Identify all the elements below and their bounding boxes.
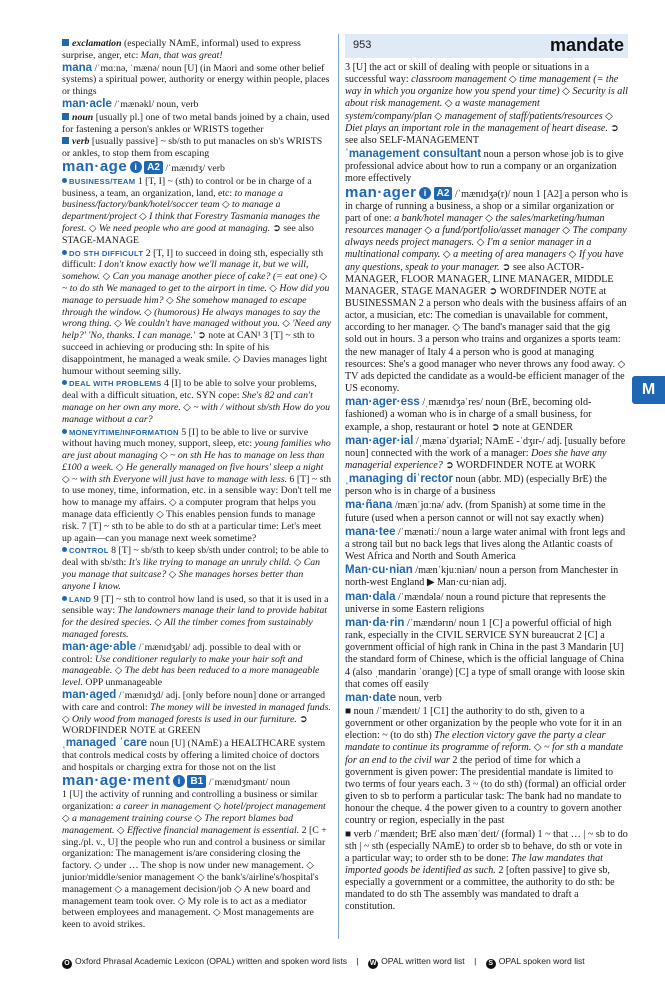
definition-text: /ˈmɑːnə, ˈmænə/ noun [U] (in Maori and some other belief systems) a spiritual power, authority or energy within people, places or things	[62, 62, 330, 98]
definition-text: /ˈmændələ/ noun a round picture that represents the universe in some Eastern religions	[345, 591, 606, 615]
dictionary-entry	[345, 526, 628, 563]
page-number: 953	[353, 39, 372, 51]
part-of-speech: noun	[72, 111, 94, 123]
dictionary-entry	[62, 38, 332, 62]
opal-spoken-icon: S	[486, 959, 496, 969]
cefr-level-badge: A2	[434, 187, 453, 200]
cross-reference: 2 [C + sing./pl. v., U] the people who run and control a business or similar organization: The management is/are considering closing the factory. ◇ under … The shop is now under new management. ◇ junior/middle/senior management ◇ the bank's/airline's/hospital's management ◇ a management decision/job ◇ A new board and management team took over. ◇ My role is to act as a mediator between employees and management. ◇ Most managements are keen to avoid strikes.	[62, 824, 327, 931]
example-text: The landowners manage their land to provide habitat for the desired species. ◇ All the timber comes from sustainably managed forests.	[62, 605, 327, 641]
dictionary-entry	[62, 771, 332, 789]
bullet-square-icon	[62, 113, 69, 120]
footer-opal-spoken: OPAL spoken word list	[498, 956, 585, 966]
dictionary-entry	[345, 829, 628, 914]
cross-reference: 2 the period of time for which a government is given power: The presidential mandate is limited to two terms of four years each. 3 ~ (to do sth) (formal) an official order given to sb to perform a particular task: The bank had no mandate to honour the cheque. 4 the power given to a country to govern another country or region, especially in the past	[345, 754, 626, 827]
definition-text: noun [U] (NAmE) a HEALTHCARE system that controls medical costs by offering a limited choice of doctors and hospitals or charging extra for those not on the list	[62, 738, 326, 773]
example-text: Man, that was great!	[140, 49, 223, 61]
headword[interactable]: man·date	[345, 691, 397, 704]
right-column	[345, 62, 628, 915]
headword[interactable]: man·age·ment	[62, 771, 171, 789]
pronunciation-text: /ˈmænɪdʒmənt/ noun	[208, 776, 291, 788]
cefr-level-badge: B1	[187, 775, 206, 788]
cross-reference: ➲ see also ACTOR-MANAGER, FLOOR MANAGER, LINE MANAGER, MIDDLE MANAGER, STAGE MANAGER ➲ WORDFINDER NOTE at BUSINESSMAN 2 a person who deals with the business affairs of an actor, a musician, etc: The comedian is unavailable for comment, according to her manager. ◇ The band's manager said that the gig sold out in hours. 3 a person who trains and organizes a sports team: the new manager of Italy 4 a person who is good at managing resources: She's a good manager who never throws any food away. ◇ TV ads depicted the candidate as a would-be efficient manager of the US economy.	[345, 261, 627, 395]
example-text: The election victory gave the party a clear mandate to continue its programme of reform. ◇ ~ for sth a mandate for an end to the civil war	[345, 730, 623, 766]
cross-reference: ➲ note at CAN¹ 3 [T] ~ sth to succeed in achieving or producing sth: In spite of his disappointment, he managed a weak smile. ◇ Davies manages light humour without seeming silly.	[62, 330, 328, 377]
part-of-speech: exclamation	[72, 38, 122, 49]
pronunciation-text: /ˈmænɪdʒ/ verb	[165, 162, 225, 174]
headword[interactable]: man·aged	[62, 689, 117, 702]
definition-text: /ˌmænəˈdʒɪəriəl; NAmE -ˈdʒɪr-/ adj. [usually before noun] connected with the work of a manager:	[345, 435, 626, 459]
dictionary-entry	[62, 427, 332, 545]
definition-text: 3 [U] the act or skill of dealing with people or situations in a successful way:	[345, 62, 590, 86]
sense-label: CONTROL	[69, 546, 109, 556]
definition-text: /ˈmænɪdʒəbl/ adj. possible to deal with or control:	[62, 641, 302, 665]
running-head: mandate	[549, 35, 624, 55]
pronunciation-text: /ˈmænɪdʒə(r)/ noun 1 [A2] a person who is in charge of running a business, a shop or a similar organization or part of one:	[345, 188, 628, 224]
example-text: It's like trying to manage an unruly child. ◇ Can you manage that suitcase? ◇ She manages horses better than anyone I know.	[62, 557, 321, 592]
headword[interactable]: Man·cu·nian	[345, 564, 413, 577]
definition-text: ■ noun /ˈmændeɪt/ 1 [C1] the authority to do sth, given to a government or other organization by the people who vote for it in an election: ~ (to do sth)	[345, 705, 622, 742]
dictionary-entry	[62, 112, 332, 136]
example-text: a career in management ◇ hotel/project management ◇ a management training course ◇ The report blames bad management. ◇ Effective financial management is essential.	[62, 801, 326, 836]
headword[interactable]: man·ager·ial	[345, 434, 414, 447]
headword[interactable]: ma·ñana	[345, 499, 393, 512]
bullet-square-icon	[62, 39, 69, 46]
dictionary-entry	[62, 690, 332, 737]
cross-reference: OPP unmanageable	[85, 677, 163, 689]
cross-reference: 6 [T] ~ sth to use money, time, information, etc. in a sensible way: Don't tell me how to manage my affairs. ◇ a computer program that helps you manage data efficiently ◇ This enables pension funds to manage risk. 7 [T] ~ sth to be able to do sth at a particular time: Let's meet up again—can you manage next week sometime?	[62, 473, 332, 544]
headword[interactable]: man·dala	[345, 590, 396, 603]
dictionary-entry	[62, 248, 332, 378]
sense-label: DO STH DIFFICULT	[69, 248, 144, 258]
dictionary-entry	[62, 63, 332, 98]
example-text: young families who are just about managing ◇ ~ on sth He has to manage on less than £100 a week. ◇ He generally managed on five hours' sleep a night ◇ ~ with sth Everyone will just have to manage with less.	[62, 438, 331, 485]
dictionary-entry	[62, 642, 332, 689]
sense-label: DEAL WITH PROBLEMS	[69, 379, 162, 389]
definition-text: /mænˈkjuːniən/ noun a person from Manchester in north-west England ▶ Man·cu·nian adj.	[345, 565, 619, 589]
headword[interactable]: man·acle	[62, 97, 112, 110]
sense-label: LAND	[69, 594, 92, 604]
cross-reference: ➲ see also SELF-MANAGEMENT	[345, 122, 619, 146]
cefr-level-badge: A2	[144, 161, 163, 174]
definition-text: /ˈmændərɪn/ noun 1 [C] a powerful official of high rank, especially in the CIVIL SERVICE SYN bureaucrat 2 [C] a government official of high rank in China in the past 3 Mandarin [U] the standard form of Chinese, which is the official language of China 4 (also ˌmandarin ˈorange) [C] a type of small orange with loose skin that comes off easily	[345, 617, 625, 690]
dictionary-entry	[62, 378, 332, 425]
sense-label: MONEY/TIME/INFORMATION	[69, 427, 179, 437]
sense-bullet-icon	[62, 178, 67, 183]
headword[interactable]: ˈmanagement consultant	[345, 148, 482, 161]
definition-text: 4 [I] to be able to solve your problems, deal with a difficult situation, etc. SYN cope:	[62, 378, 317, 402]
definition-text: noun a person whose job is to give professional advice about how to run a company or an organization more effectively	[345, 149, 624, 185]
cross-reference: 2 [often passive] to give sb, especially a government or a committee, the authority to do sth: be mandated to do sth The assembly was mandated to draft a constitution.	[345, 865, 615, 913]
headword[interactable]: man·ager·ess	[345, 396, 420, 409]
headword[interactable]: ˌmanaging diˈrector	[345, 473, 453, 486]
example-text: Use conditioner regularly to make your hair soft and manageable. ◇ The debt has been reduced to a more manageable level.	[62, 653, 320, 689]
dictionary-entry	[62, 99, 332, 111]
cross-reference: ➲ see also STAGE-MANAGE	[62, 222, 314, 246]
dictionary-entry	[345, 396, 628, 433]
dictionary-entry	[345, 473, 628, 498]
headword[interactable]: man·age·able	[62, 640, 137, 653]
example-text: a bank/hotel manager ◇ the sales/marketing/human resources manager ◇ a fund/portfolio/asset manager ◇ The company always needs project managers. ◇ I'm a senior manager in a multinational company. ◇ a meeting of area managers ◇ If you have any questions, speak to your manager.	[345, 212, 627, 273]
sense-bullet-icon	[62, 547, 67, 552]
sense-bullet-icon	[62, 596, 67, 601]
headword[interactable]: man·da·rin	[345, 616, 405, 629]
definition-text: (especially NAmE, informal) used to express surprise, anger, etc:	[62, 38, 301, 61]
left-column	[62, 38, 332, 932]
dictionary-entry	[345, 591, 628, 616]
page-header	[345, 34, 628, 58]
definition-text: 9 [T] ~ sth to control how land is used, so that it is used in a sensible way:	[62, 593, 329, 617]
example-text: I don't know exactly how we'll manage it, but we will, somehow. ◇ Can you manage another piece of cake? (= eat one) ◇ ~ to do sth We managed to get to the airport in time. ◇ How did you manage to persuade him? ◇ She somehow managed to escape through the window. ◇ (humorous) He always manages to say the wrong thing. ◇ We couldn't have managed without you. ◇ 'Need any help?' 'No, thanks. I can manage.'	[62, 259, 332, 342]
example-text: Does she have any managerial experience?	[345, 447, 607, 471]
dictionary-entry	[62, 545, 332, 592]
opal-icon: i	[130, 161, 142, 173]
sense-bullet-icon	[62, 380, 67, 385]
dictionary-entry	[345, 706, 628, 828]
definition-text: /mænˈjɑːnə/ adv. (from Spanish) at some time in the future (used when a person cannot or will not say exactly when)	[345, 500, 606, 524]
column-divider	[338, 34, 339, 939]
bullet-square-icon	[62, 137, 69, 144]
sense-bullet-icon	[62, 250, 67, 255]
dictionary-entry	[62, 789, 332, 931]
definition-text: ■ verb /ˈmændeɪt; BrE also mænˈdeɪt/ (formal) 1 ~ that … | ~ sb to do sth | ~ sth (especially NAmE) to order sb to behave, do sth or vote in a particular way; to order sth to be done:	[345, 828, 628, 864]
definition-text: /ˈmænəkl/ noun, verb	[114, 98, 199, 110]
footer-opal-lists: Oxford Phrasal Academic Lexicon (OPAL) written and spoken word lists	[75, 956, 348, 966]
dictionary-entry	[345, 564, 628, 589]
page-footer: O Oxford Phrasal Academic Lexicon (OPAL) written and spoken word lists | W OPAL written word list | S OPAL spoken word list	[62, 956, 628, 969]
dictionary-entry	[62, 136, 332, 160]
dictionary-entry	[345, 617, 628, 691]
dictionary-entry	[345, 692, 628, 705]
dictionary-entry	[62, 176, 332, 247]
dictionary-entry	[345, 62, 628, 147]
definition-text: 8 [T] ~ sb/sth to keep sb/sth under control; to be able to deal with sb/sth:	[62, 545, 329, 569]
definition-text: 1 [T, I] ~ (sth) to control or be in charge of a business, a team, an organization, land, etc:	[62, 175, 312, 199]
headword[interactable]: mana·tee	[345, 525, 396, 538]
headword[interactable]: ˌmanaged ˈcare	[62, 737, 148, 750]
dictionary-entry	[62, 157, 332, 175]
dictionary-entry	[345, 183, 628, 396]
definition-text: /ˌmænɪdʒəˈres/ noun (BrE, becoming old-fashioned) a woman who is in charge of a small business, for example, a shop, restaurant or hotel ➲ note at GENDER	[345, 397, 592, 433]
definition-text: 5 [I] to be able to live or survive without having much money, support, sleep, etc:	[62, 426, 309, 450]
definition-text: 1 [U] the activity of running and controlling a business or similar organization:	[62, 789, 318, 813]
definition-text: [usually pl.] one of two metal bands joined by a chain, used for fastening a person's ankles or WRISTS together	[62, 111, 330, 135]
cross-reference: ➲ WORDFINDER NOTE at GREEN	[62, 713, 308, 737]
dictionary-entry	[62, 738, 332, 773]
sense-bullet-icon	[62, 429, 67, 434]
example-text: to manage a business/factory/bank/hotel/soccer team ◇ to manage a department/project ◇ I think that Forestry Tasmania manages the forest. ◇ We need people who are good at managing.	[62, 187, 320, 234]
definition-text: noun (abbr. MD) (especially BrE) the person who is in charge of a business	[345, 474, 607, 498]
headword[interactable]: mana	[62, 61, 93, 74]
opal-written-icon: W	[369, 960, 377, 967]
dictionary-entry	[345, 435, 628, 472]
definition-text: noun, verb	[398, 692, 442, 704]
headword[interactable]: man·ager	[345, 183, 417, 201]
opal-icon: i	[173, 775, 185, 787]
headword[interactable]: man·age	[62, 157, 128, 175]
definition-text: 2 [T, I] to succeed in doing sth, especially sth difficult:	[62, 247, 324, 271]
example-text: She's 82 and can't manage on her own any more. ◇ ~ with / without sb/sth How do you manage without a car?	[62, 390, 331, 425]
sense-label: BUSINESS/TEAM	[69, 176, 136, 186]
definition-text: /ˈmænɪdʒd/ adj. [only before noun] done or arranged with care and control:	[62, 690, 325, 713]
opal-icon: i	[419, 187, 431, 199]
definition-text: /ˈmænətiː/ noun a large water animal with front legs and a strong tail but no back legs that lives along the Atlantic coasts of West Africa and North and South America	[345, 526, 626, 563]
dictionary-entry	[345, 499, 628, 524]
definition-text: [usually passive] ~ sb/sth to put manacles on sb's WRISTS or ankles, to stop them from escaping	[62, 136, 323, 160]
example-text: The law mandates that imported goods be identified as such.	[345, 852, 603, 876]
thumb-index-tab[interactable]: M	[632, 376, 665, 404]
footer-opal-written: OPAL written word list	[381, 956, 465, 966]
cross-reference: ➲ WORDFINDER NOTE at WORK	[445, 460, 596, 471]
example-text: The money will be invested in managed funds. ◇ Only wood from managed forests is used in our furniture.	[62, 701, 331, 725]
part-of-speech: verb	[72, 136, 90, 148]
dictionary-entry	[62, 594, 332, 641]
opal-both-icon: O	[62, 959, 72, 969]
example-text: classroom management ◇ time management (= the way in which you organize how you spend your time) ◇ Security is all about risk management. ◇ a waste management system/company/plan ◇ management of staff/patients/resources ◇ Diet plays an important role in the management of heart disease.	[345, 74, 628, 134]
dictionary-entry	[345, 148, 628, 185]
